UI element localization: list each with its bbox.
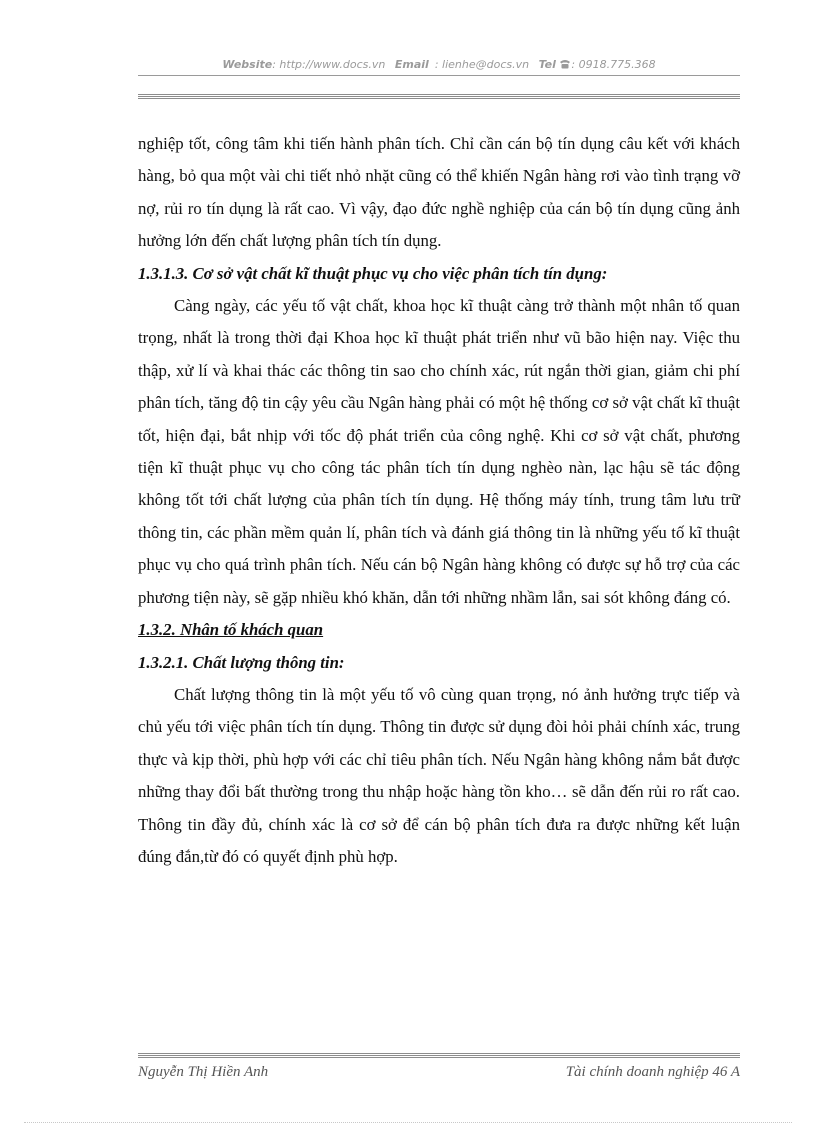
section-heading-1-3-1-3: 1.3.1.3. Cơ sở vật chất kĩ thuật phục vụ cho việc phân tích tín dụng:: [138, 263, 608, 283]
tel-value: : 0918.775.368: [571, 58, 656, 71]
email-value: : lienhe@docs.vn: [434, 58, 530, 71]
paragraph-information-quality: Chất lượng thông tin là một yếu tố vô cùng quan trọng, nó ảnh hưởng trực tiếp và chủ yếu tới việc phân tích tín dụng. Thông tin được sử dụng đòi hỏi phải chính xác, trung thực và kịp thời, phù hợp với các chỉ tiêu phân tích. Nếu Ngân hàng không nắm bắt được những thay đổi bất thường trong thu nhập hoặc hàng tồn kho… sẽ dẫn đến rủi ro rất cao. Thông tin đầy đủ, chính xác là cơ sở để cán bộ phân tích đưa ra được những kết luận đúng đắn,từ đó có quyết định phù hợp.: [138, 684, 740, 866]
header-divider: [138, 75, 740, 76]
website-value: : http://www.docs.vn: [272, 58, 386, 71]
paragraph-ethics: nghiệp tốt, công tâm khi tiến hành phân tích. Chỉ cần cán bộ tín dụng câu kết với khách hàng, bỏ qua một vài chi tiết nhỏ nhặt cũng có thể khiến Ngân hàng rơi vào tình trạng vỡ nợ, rủi ro tín dụng là rất cao. Vì vậy, đạo đức nghề nghiệp của cán bộ tín dụng cũng ảnh hưởng lớn đến chất lượng phân tích tín dụng.: [138, 134, 740, 251]
document-body: [138, 128, 740, 873]
section-heading-1-3-2-1: 1.3.2.1. Chất lượng thông tin:: [138, 652, 345, 672]
phone-icon: [559, 59, 571, 69]
footer-author: Nguyễn Thị Hiền Anh: [138, 1064, 269, 1080]
header-double-rule: [138, 94, 740, 100]
website-label: Website: [222, 58, 273, 71]
footer-class: Tài chính doanh nghiệp 46 A: [565, 1064, 740, 1080]
section-heading-1-3-2: 1.3.2. Nhân tố khách quan: [138, 620, 324, 640]
paragraph-infrastructure: Càng ngày, các yếu tố vật chất, khoa học kĩ thuật càng trở thành một nhân tố quan trọng, nhất là trong thời đại Khoa học kĩ thuật phát triển như vũ bão hiện nay. Việc thu thập, xử lí và khai thác các thông tin sao cho chính xác, rút ngắn thời gian, giảm chi phí phân tích, tăng độ tin cậy yêu cầu Ngân hàng phải có một hệ thống cơ sở vật chất kĩ thuật tốt, hiện đại, bắt nhịp với tốc độ phát triển của công nghệ. Khi cơ sở vật chất, phương tiện kĩ thuật phục vụ cho công tác phân tích tín dụng nghèo nàn, lạc hậu sẽ tác động không tốt tới chất lượng của phân tích tín dụng. Hệ thống máy tính, trung tâm lưu trữ thông tin, các phần mềm quản lí, phân tích và đánh giá thông tin là những yếu tố kĩ thuật phục vụ cho quá trình phân tích. Nếu cán bộ Ngân hàng không có được sự hỗ trợ của các phương tiện này, sẽ gặp nhiều khó khăn, dẫn tới những nhầm lẫn, sai sót không đáng có.: [138, 296, 740, 607]
footer-double-rule: [138, 1053, 740, 1059]
tel-label: Tel: [538, 58, 556, 71]
page-footer: [138, 1064, 740, 1081]
page-header: [138, 58, 740, 71]
email-label: Email: [394, 58, 429, 71]
